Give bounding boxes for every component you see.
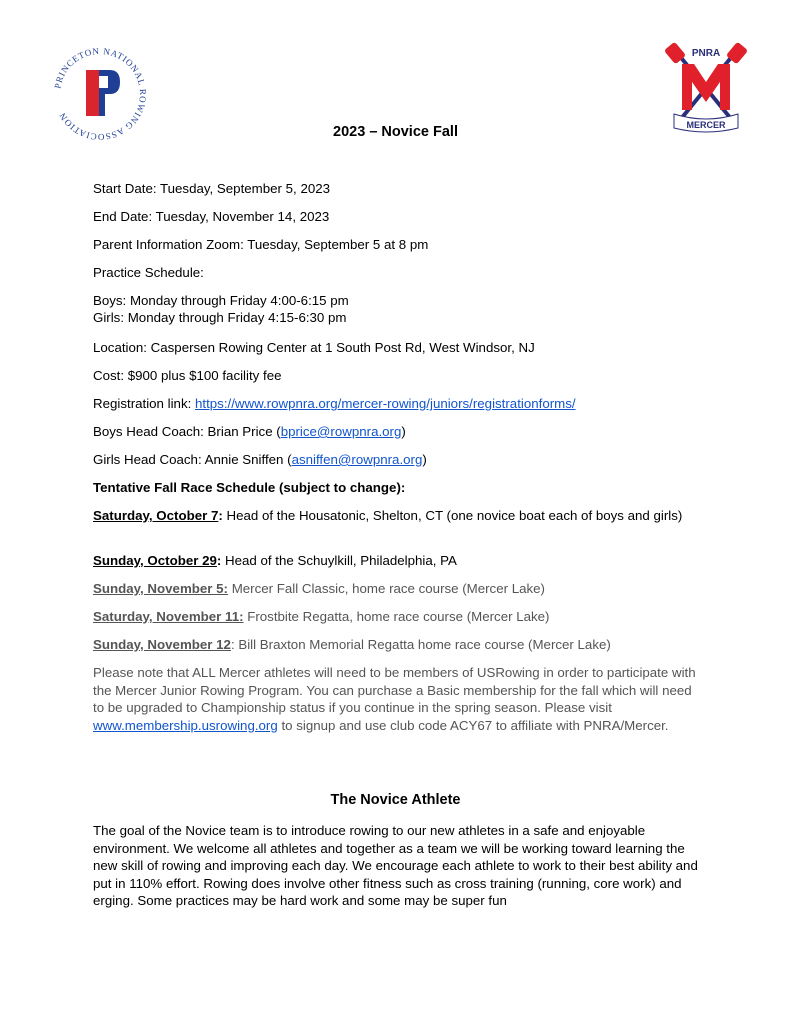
race-date: Saturday, October 7 bbox=[93, 508, 219, 523]
girls-coach-suffix: ) bbox=[422, 452, 427, 467]
location: Location: Caspersen Rowing Center at 1 South Post Rd, West Windsor, NJ bbox=[93, 340, 535, 355]
boys-coach-suffix: ) bbox=[401, 424, 406, 439]
race-schedule-heading: Tentative Fall Race Schedule (subject to change): bbox=[93, 480, 406, 495]
usrowing-note-text-end: to signup and use club code ACY67 to affiliate with PNRA/Mercer. bbox=[277, 717, 669, 733]
end-date: End Date: Tuesday, November 14, 2023 bbox=[93, 209, 330, 224]
boys-coach-email-link[interactable]: bprice@rowpnra.org bbox=[280, 424, 402, 439]
race-sep: : bbox=[216, 553, 226, 568]
girls-coach-prefix: Girls Head Coach: Annie Sniffen ( bbox=[93, 452, 292, 467]
race-text: Head of the Schuylkill, Philadelphia, PA bbox=[225, 553, 457, 568]
registration-line bbox=[93, 396, 576, 412]
race-sep: : bbox=[230, 637, 239, 652]
race-item bbox=[93, 581, 545, 597]
race-text: Mercer Fall Classic, home race course (Mercer Lake) bbox=[231, 581, 545, 596]
race-date: Sunday, October 29 bbox=[93, 553, 217, 568]
parent-zoom: Parent Information Zoom: Tuesday, September 5 at 8 pm bbox=[93, 237, 429, 252]
pnra-text: PNRA bbox=[691, 48, 721, 59]
mercer-logo bbox=[664, 40, 748, 134]
cost: Cost: $900 plus $100 facility fee bbox=[93, 368, 282, 383]
section-title-novice-athlete: The Novice Athlete bbox=[330, 792, 461, 808]
race-date: Saturday, November 11: bbox=[93, 609, 244, 624]
usrowing-membership-link[interactable]: www.membership.usrowing.org bbox=[93, 717, 278, 733]
pnra-ring-text: PRINCETON NATIONAL ROWING ASSOCIATION bbox=[52, 45, 149, 143]
registration-label: Registration link: bbox=[93, 396, 195, 411]
practice-heading: Practice Schedule: bbox=[93, 265, 204, 280]
usrowing-note-text: Please note that ALL Mercer athletes will need to be members of USRowing in order to participate with the Mercer Junior Rowing Program. You can purchase a Basic membership for the fall which will need to be upgraded to Championship status if you continue in the spring season. Please visit bbox=[93, 665, 696, 715]
boys-coach-line bbox=[93, 424, 406, 440]
race-text: Bill Braxton Memorial Regatta home race course (Mercer Lake) bbox=[238, 637, 611, 652]
boys-schedule: Boys: Monday through Friday 4:00-6:15 pm bbox=[93, 293, 349, 308]
race-date: Sunday, November 5: bbox=[93, 581, 228, 596]
race-text: Head of the Housatonic, Shelton, CT (one novice boat each of boys and girls) bbox=[226, 508, 683, 523]
race-sep: : bbox=[218, 508, 227, 523]
registration-link[interactable]: https://www.rowpnra.org/mercer-rowing/juniors/registrationforms/ bbox=[195, 396, 576, 411]
race-item bbox=[93, 508, 703, 524]
novice-athlete-paragraph: The goal of the Novice team is to introduce rowing to our new athletes in a safe and enjoyable environment. We welcome all athletes and together as a team we will be working toward learning the new skill of rowing and improving each day. We encourage each athlete to work to their best ability and put in 110% effort. Rowing does involve other fitness such as cross training (running, core work) and erging. Some practices may be hard work and some may be super fun bbox=[93, 823, 698, 908]
race-text: Frostbite Regatta, home race course (Mercer Lake) bbox=[247, 609, 550, 624]
boys-coach-prefix: Boys Head Coach: Brian Price ( bbox=[93, 424, 281, 439]
usrowing-note bbox=[93, 664, 705, 734]
mercer-text: MERCER bbox=[686, 120, 726, 130]
race-item bbox=[93, 637, 611, 653]
girls-schedule: Girls: Monday through Friday 4:15-6:30 pm bbox=[93, 310, 347, 325]
race-item bbox=[93, 553, 457, 569]
race-item bbox=[93, 609, 549, 625]
start-date: Start Date: Tuesday, September 5, 2023 bbox=[93, 181, 331, 196]
girls-coach-line bbox=[93, 452, 427, 468]
girls-coach-email-link[interactable]: asniffen@rowpnra.org bbox=[291, 452, 423, 467]
document-title: 2023 – Novice Fall bbox=[333, 124, 458, 140]
race-date: Sunday, November 12 bbox=[93, 637, 231, 652]
